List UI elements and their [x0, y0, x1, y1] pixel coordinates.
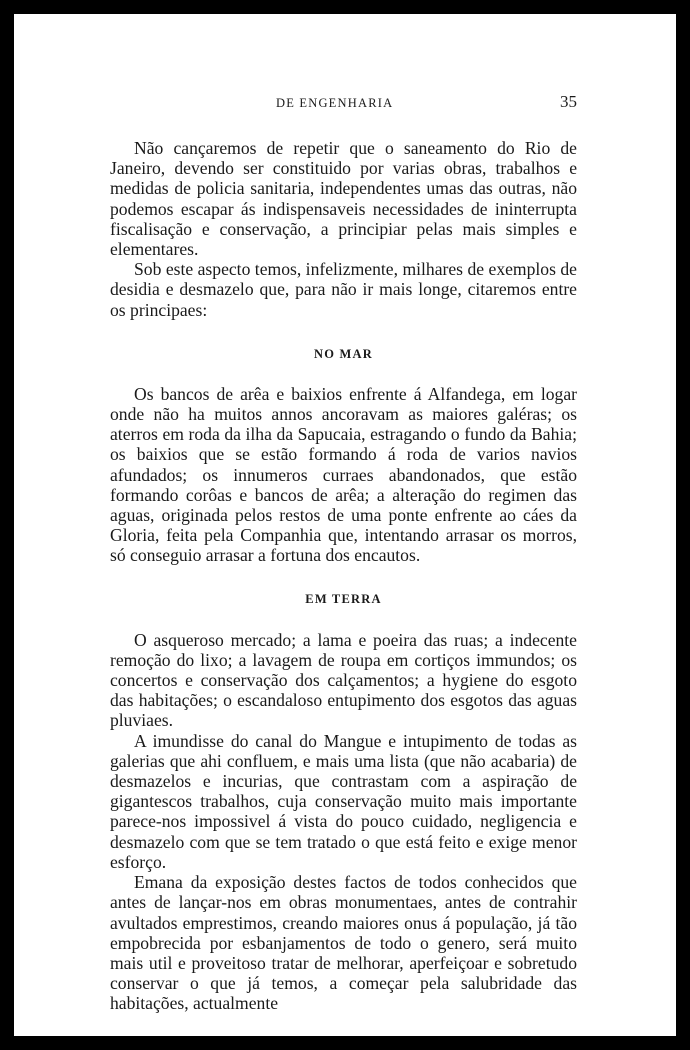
- running-title: DE ENGENHARIA: [276, 96, 394, 110]
- paragraph-aspecto: Sob este aspecto temos, infelizmente, milhares de exemplos de desidia e desmazelo que, para não ir mais longe, citaremos entre os principaes:: [110, 259, 577, 320]
- paragraph-bancos: Os bancos de arêa e baixios enfrente á Alfandega, em logar onde não ha muitos annos ancoravam as maiores galéras; os aterros em roda da ilha da Sapucaia, estragando o fundo da Bahia; os baixios que se estão formando á roda de varios navios afundados; os innumeros curraes abandonados, que estão formando corôas e bancos de arêa; a alteração do regimen das aguas, originada pelos restos de uma ponte enfrente ao cáes da Gloria, feita pela Companhia que, intentando arrasar os morros, só conseguio arrasar a fortuna dos encautos.: [110, 383, 577, 566]
- book-page: [14, 14, 676, 1036]
- body-text: [110, 138, 577, 1014]
- section-heading-no-mar: NO MAR: [314, 346, 373, 361]
- section-heading-em-terra: EM TERRA: [305, 591, 382, 606]
- paragraph-mercado: O asqueroso mercado; a lama e poeira das ruas; a indecente remoção do lixo; a lavagem de roupa em cortiços immundos; os concertos e conservação dos calçamentos; a hygiene do esgoto das habitações; o escandaloso entupimento dos esgotos das aguas pluviaes.: [110, 629, 577, 731]
- page-number: 35: [560, 92, 577, 111]
- paragraph-mangue: A imundisse do canal do Mangue e intupimento de todas as galerias que ahi confluem, e mais uma lista (que não acabaria) de desmazelos e incurias, que contrastam com a aspiração de gigantescos trabalhos, cuja conservação muito mais importante parece-nos impossivel á vista do pouco cuidado, negligencia e desmazelo com que se tem tratado o que está feito e exige menor esforço.: [110, 730, 577, 872]
- paragraph-saneamento: Não cançaremos de repetir que o saneamento do Rio de Janeiro, devendo ser constituido por varias obras, trabalhos e medidas de policia sanitaria, independentes umas das outras, não podemos escapar ás indispensaveis necessidades de ininterrupta fiscalisação e conservação, a principiar pelas mais simples e elementares.: [110, 138, 577, 260]
- page-header: [14, 92, 676, 114]
- paragraph-emana: Emana da exposição destes factos de todos conhecidos que antes de lançar-nos em obras monumentaes, antes de contrahir avultados emprestimos, creando maiores onus á população, já tão empobrecida por esbanjamentos de todo o genero, será muito mais util e proveitoso tratar de melhorar, aperfeiçoar e sobretudo conservar o que já temos, a começar pela salubridade das habitações, actualmente: [110, 872, 577, 1014]
